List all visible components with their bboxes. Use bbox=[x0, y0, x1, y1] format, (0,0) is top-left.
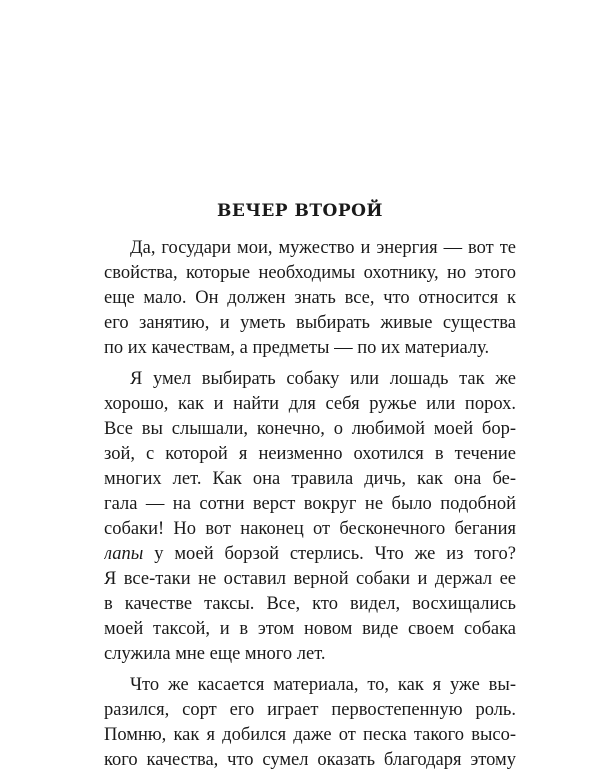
text-line: гала — на сотни верст вокруг не было подобной bbox=[104, 494, 516, 514]
text-line: Что же касается материала, то, как я уже вы- bbox=[130, 675, 516, 695]
text-line: свойства, которые необходимы охотнику, но этого bbox=[104, 263, 516, 283]
text-line: его занятию, и уметь выбирать живые существа bbox=[104, 313, 516, 333]
paragraph-2 bbox=[104, 367, 516, 667]
text-line: хорошо, как и найти для себя ружье или порох. bbox=[104, 394, 516, 414]
text-line: Все вы слышали, конечно, о любимой моей бор- bbox=[104, 419, 516, 439]
text-line: многих лет. Как она травила дичь, как она бе- bbox=[104, 469, 516, 489]
text-line: зой, с которой я неизменно охотился в течение bbox=[104, 444, 516, 464]
text-line: собаки! Но вот наконец от бесконечного бегания bbox=[104, 519, 516, 539]
text-line: служила мне еще много лет. bbox=[104, 644, 326, 664]
text-line: Я умел выбирать собаку или лошадь так же bbox=[130, 369, 516, 389]
text-line: Да, государи мои, мужество и энергия — вот те bbox=[130, 238, 516, 258]
text-line: Я все-таки не оставил верной собаки и держал ее bbox=[104, 569, 516, 589]
text-line: кого качества, что сумел оказать благодаря этому bbox=[104, 750, 516, 770]
paragraph-1 bbox=[104, 236, 516, 361]
text-line: Помню, как я добился даже от песка такого высо- bbox=[104, 725, 516, 745]
chapter-text bbox=[104, 236, 516, 773]
chapter-title: ВЕЧЕР ВТОРОЙ bbox=[217, 201, 383, 221]
text-line: еще мало. Он должен знать все, что относится к bbox=[104, 288, 516, 308]
text-line: по их качествам, а предметы — по их материалу. bbox=[104, 338, 490, 358]
text-line: моей таксой, и в этом новом виде своем собака bbox=[104, 619, 516, 639]
paragraph-3 bbox=[104, 673, 516, 773]
text-line: в качестве таксы. Все, кто видел, восхищались bbox=[104, 594, 516, 614]
text-line: разился, сорт его играет первостепенную роль. bbox=[104, 700, 516, 720]
text-line: лапы у моей борзой стерлись. Что же из того? bbox=[104, 544, 516, 564]
